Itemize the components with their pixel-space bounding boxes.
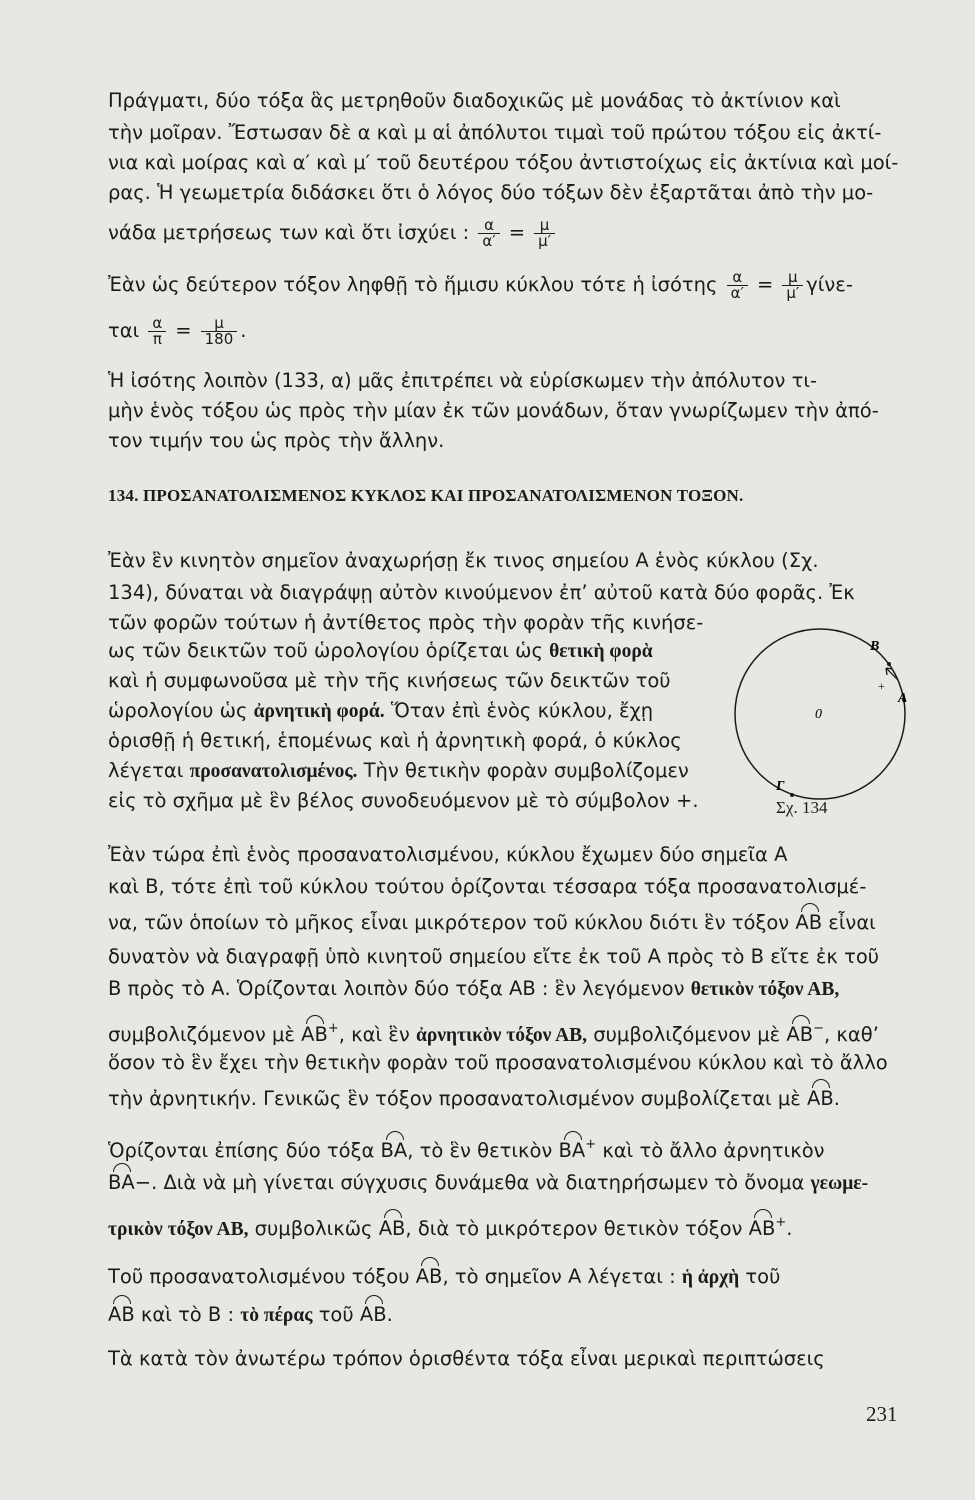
text-line: 134), δύναται νὰ διαγράψῃ αὐτὸν κινούμενον ἐπ’ αὐτοῦ κατὰ δύο φορᾶς. Ἐκ (108, 581, 855, 604)
text-line: Πράγματι, δύο τόξα ἃς μετρηθοῦν διαδοχικῶς μὲ μονάδας τὸ ἀκτίνιον καὶ (108, 89, 841, 112)
plus-sign: + (878, 679, 885, 693)
arc-symbol: ΑΒ (748, 1217, 776, 1240)
numerator: μ (201, 316, 238, 332)
arc-symbol: ΒΑ (108, 1171, 135, 1194)
text-span: Ὅταν ἐπὶ ἑνὸς κύκλου, ἔχῃ (390, 699, 654, 722)
label-g: Γ (776, 779, 785, 794)
equals-sign: = (175, 319, 192, 342)
text-span: συμβολικῶς (254, 1217, 373, 1240)
denominator: μ′ (786, 284, 800, 302)
denominator: α′ (730, 284, 744, 302)
numerator: α (148, 316, 166, 332)
text-line (108, 910, 876, 936)
text-line: ται $\frac{\alpha}{\pi}$ = $\frac{\mu}{180}$ . (108, 314, 247, 348)
label-b: Β (870, 639, 880, 654)
text-span: ὡρολογίου ὡς (108, 699, 248, 722)
text-span: . (833, 1087, 840, 1110)
text-span: συμβολιζόμενον μὲ (108, 1023, 295, 1046)
text-span: ται (108, 319, 140, 342)
superscript: + (327, 1021, 339, 1036)
denominator: μ′ (538, 232, 552, 250)
text-line: ὁρισθῇ ἡ θετική, ἑπομένως καὶ ἡ ἀρνητικὴ φορά, ὁ κύκλος (108, 729, 682, 752)
fraction (727, 270, 748, 301)
text-span: Τὴν θετικὴν φορὰν συμβολίζομεν (363, 759, 689, 782)
text-span: . (386, 1303, 393, 1326)
text-line (108, 1016, 879, 1049)
bold-term: ἀρνητικὴ φορά. (253, 701, 385, 722)
text-line: τὴν μοῖραν. Ἔστωσαν δὲ α καὶ μ αἱ ἀπόλυτοι τιμαὶ τοῦ πρώτου τόξου εἰς ἀκτί- (108, 121, 882, 144)
text-line (108, 1132, 825, 1164)
arc-symbol: ΑΒ (807, 1087, 834, 1110)
text-line (108, 638, 653, 665)
bold-term: γεωμε- (810, 1173, 869, 1194)
text-span: τὴν ἀρνητικήν. Γενικῶς ἓν τόξον προσανατολισμένον συμβολίζεται μὲ (108, 1087, 801, 1110)
fraction (534, 218, 555, 249)
text-span: , διὰ τὸ μικρότερον θετικὸν τόξον (405, 1217, 743, 1240)
text-line: Ἐὰν ἓν κινητὸν σημεῖον ἀναχωρήσῃ ἔκ τινος σημείου Α ἑνὸς κύκλου (Σχ. (108, 549, 819, 572)
arc-symbol: ΑΒ (378, 1217, 406, 1240)
text-span: τοῦ (318, 1303, 354, 1326)
fraction (201, 316, 238, 347)
text-span: λέγεται (108, 759, 184, 782)
text-line (108, 218, 558, 249)
text-line (108, 1210, 792, 1243)
bold-term: ἀρνητικὸν τόξον ΑΒ, (415, 1025, 588, 1046)
label-center: 0 (815, 707, 822, 722)
text-span: συμβολιζόμενον μὲ (593, 1023, 781, 1046)
bold-term: τρικὸν τόξον ΑΒ, (108, 1219, 249, 1240)
text-span: , τὸ σημεῖον Α λέγεται : (442, 1265, 676, 1288)
text-line: Ἡ ἰσότης λοιπὸν (133, α) μᾶς ἐπιτρέπει νὰ εὑρίσκωμεν τὴν ἀπόλυτον τι- (108, 369, 817, 392)
text-line (108, 1302, 393, 1329)
arc-symbol: ΒΑ (380, 1139, 408, 1162)
numerator: α (727, 270, 748, 286)
bold-term: προσανατολισμένος. (189, 761, 358, 782)
text-line: καὶ Β, τότε ἐπὶ τοῦ κύκλου τούτου ὁρίζονται τέσσαρα τόξα προσανατολισμέ- (108, 875, 867, 898)
text-span: , καθ’ (824, 1023, 879, 1046)
text-span: νάδα μετρήσεως των καὶ ὅτι ἰσχύει : (108, 221, 470, 244)
text-line: τον τιμήν του ὡς πρὸς τὴν ἄλλην. (108, 429, 445, 452)
text-span: ως τῶν δεικτῶν τοῦ ὡρολογίου ὁρίζεται ὡς (108, 639, 543, 662)
text-span: . (786, 1217, 793, 1240)
text-line (108, 270, 853, 301)
bold-term: τὸ πέρας (240, 1305, 313, 1326)
point-g (790, 793, 794, 797)
numerator: α (478, 218, 499, 234)
page-number: 231 (866, 1402, 898, 1426)
text-span: τοῦ (745, 1265, 781, 1288)
text-span: Β πρὸς τὸ Α. Ὁρίζονται λοιπὸν δύο τόξα ΑΒ : ἓν λεγόμενον (108, 977, 685, 1000)
text-span: , τὸ ἓν θετικὸν (407, 1139, 553, 1162)
text-line (108, 1086, 840, 1112)
text-span: γίνε- (806, 273, 853, 296)
superscript: − (134, 1171, 152, 1194)
text-span: Τοῦ προσανατολισμένου τόξου (108, 1265, 410, 1288)
denominator: α′ (482, 232, 496, 250)
text-line: Τὰ κατὰ τὸν ἀνωτέρω τρόπον ὁρισθέντα τόξα εἶναι μερικαὶ περιπτώσεις (108, 1347, 825, 1370)
text-span: . Διὰ νὰ μὴ γίνεται σύγχυσις δυνάμεθα νὰ διατηρήσωμεν τὸ ὄνομα (151, 1171, 805, 1194)
denominator: π (152, 330, 162, 348)
point-b (887, 662, 891, 666)
text-span: Ἐὰν ὡς δεύτερον τόξον ληφθῇ τὸ ἥμισυ κύκλου τότε ἡ ἰσότης (108, 273, 718, 296)
arc-symbol: ΒΑ (558, 1139, 586, 1162)
fraction (782, 270, 803, 301)
fraction (478, 218, 499, 249)
superscript: + (775, 1215, 787, 1230)
text-line: δυνατὸν νὰ διαγραφῇ ὑπὸ κινητοῦ σημείου εἴτε ἐκ τοῦ Α πρὸς τὸ Β εἴτε ἐκ τοῦ (108, 945, 880, 968)
bold-term: θετικὸν τόξον ΑΒ, (690, 979, 840, 1000)
text-span: να, τῶν ὁποίων τὸ μῆκος εἶναι μικρότερον τοῦ κύκλου διότι ἓν τόξον (108, 911, 790, 934)
bold-term: θετικὴ φορὰ (549, 641, 653, 662)
text-line (108, 1170, 868, 1197)
text-line (108, 1264, 780, 1291)
text-span: καὶ τὸ ἄλλο ἀρνητικὸν (602, 1139, 825, 1162)
denominator: 180 (204, 330, 234, 348)
text-line (108, 976, 839, 1003)
text-line (108, 758, 689, 785)
arc-symbol: ΑΒ (795, 911, 823, 934)
text-line: μὴν ἑνὸς τόξου ὡς πρὸς τὴν μίαν ἐκ τῶν μονάδων, ὅταν γνωρίζωμεν τὴν ἀπό- (108, 399, 879, 422)
text-line: τῶν φορῶν τούτων ἡ ἀντίθετος πρὸς τὴν φορὰν τῆς κινήσε- (108, 611, 704, 634)
text-line: Ἐὰν τώρα ἐπὶ ἑνὸς προσανατολισμένου, κύκλου ἔχωμεν δύο σημεῖα Α (108, 843, 788, 866)
text-span: , καὶ ἓν (338, 1023, 410, 1046)
numerator: μ (782, 270, 803, 286)
equals-sign: = (508, 221, 526, 244)
label-a: Α (898, 691, 908, 706)
superscript: − (813, 1021, 825, 1036)
section-heading: 134. ΠΡΟΣΑΝΑΤΟΛΙΣΜΕΝΟΣ ΚΥΚΛΟΣ ΚΑΙ ΠΡΟΣΑΝΑΤΟΛΙΣΜΕΝΟΝ ΤΟΞΟΝ. (108, 486, 744, 505)
equals-sign: = (756, 273, 774, 296)
figure-caption: Σχ. 134 (776, 798, 828, 817)
fraction (148, 316, 166, 347)
arc-symbol: ΑΒ (786, 1023, 814, 1046)
bold-term: ἡ ἀρχὴ (681, 1267, 740, 1288)
text-span: Ὁρίζονται ἐπίσης δύο τόξα (108, 1139, 375, 1162)
text-span: εἶναι (828, 911, 876, 934)
text-line: ὅσον τὸ ἓν ἔχει τὴν θετικὴν φορὰν τοῦ προσανατολισμένου κύκλου καὶ τὸ ἄλλο (108, 1051, 888, 1074)
arc-symbol: ΑΒ (415, 1265, 443, 1288)
arc-symbol: ΑΒ (301, 1023, 328, 1046)
numerator: μ (534, 218, 555, 234)
text-line: νια καὶ μοίρας καὶ α′ καὶ μ′ τοῦ δευτέρου τόξου ἀντιστοίχως εἰς ἀκτίνια καὶ μοί- (108, 151, 899, 174)
arc-symbol: ΑΒ (108, 1303, 135, 1326)
arc-symbol: ΑΒ (359, 1303, 387, 1326)
superscript: + (585, 1137, 597, 1152)
text-line: εἰς τὸ σχῆμα μὲ ἓν βέλος συνοδευόμενον μὲ τὸ σύμβολον +. (108, 789, 699, 812)
text-line: καὶ ἡ συμφωνοῦσα μὲ τὴν τῆς κινήσεως τῶν δεικτῶν τοῦ (108, 669, 671, 692)
text-span: καὶ τὸ Β : (140, 1303, 235, 1326)
text-line (108, 698, 653, 725)
text-line: ρας. Ἡ γεωμετρία διδάσκει ὅτι ὁ λόγος δύο τόξων δὲν ἐξαρτᾶται ἀπὸ τὴν μο- (108, 181, 874, 204)
